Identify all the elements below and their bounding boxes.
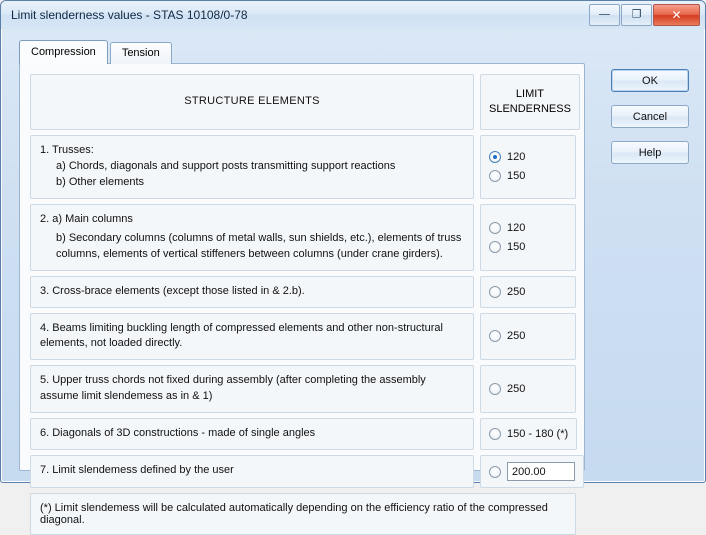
row-5-option-250[interactable] [489, 383, 567, 395]
row-4-option-250[interactable] [489, 330, 567, 342]
radio-icon[interactable] [489, 241, 501, 253]
radio-icon[interactable] [489, 383, 501, 395]
radio-icon[interactable] [489, 286, 501, 298]
row-6-description: 6. Diagonals of 3D constructions - made of single angles [30, 418, 474, 450]
tab-tension[interactable]: Tension [110, 42, 172, 64]
header-limit-line1: LIMIT [515, 88, 545, 101]
row-1-option-150-label: 150 [507, 170, 526, 183]
table-row [30, 365, 576, 413]
cancel-button[interactable]: Cancel [611, 105, 689, 128]
dialog-client-area [1, 29, 706, 527]
minimize-icon: — [599, 8, 610, 21]
header-limit-slenderness [480, 74, 580, 130]
row-1-line-3: b) Other elements [56, 175, 145, 188]
close-button[interactable] [653, 4, 700, 26]
user-limit-slenderness-input[interactable] [507, 462, 575, 481]
help-button[interactable]: Help [611, 141, 689, 164]
radio-icon[interactable] [489, 428, 501, 440]
table-row [30, 135, 576, 199]
table-row [30, 276, 576, 308]
tab-panel-compression [19, 63, 585, 527]
row-3-option-250-label: 250 [507, 285, 526, 298]
dialog-action-buttons [611, 69, 689, 177]
tab-compression[interactable]: Compression [19, 40, 108, 64]
table-row [30, 418, 576, 450]
row-6-option-150-180-label: 150 - 180 (*) [507, 428, 569, 441]
radio-icon[interactable] [489, 330, 501, 342]
radio-icon[interactable] [489, 151, 501, 163]
row-7-description: 7. Limit slendemess defined by the user [30, 455, 474, 488]
window-title: Limit slenderness values - STAS 10108/0-78 [11, 8, 248, 22]
row-1-option-120[interactable] [489, 151, 567, 163]
table-row [30, 455, 576, 488]
row-2-option-120-label: 120 [507, 221, 526, 234]
row-2-description [30, 204, 474, 271]
row-7-options [480, 455, 584, 488]
footnote-text: (*) Limit slendemess will be calculated automatically depending on the efficiency ratio of the compressed diagonal. [30, 493, 576, 535]
row-1-description [30, 135, 474, 199]
row-2-option-120[interactable] [489, 222, 567, 234]
row-1-options [480, 135, 576, 199]
row-1-option-120-label: 120 [507, 151, 526, 164]
row-1-line-1: 1. Trusses: [40, 143, 94, 156]
row-3-description: 3. Cross-brace elements (except those listed in & 2.b). [30, 276, 474, 308]
radio-icon[interactable] [489, 466, 501, 478]
row-4-description: 4. Beams limiting buckling length of compressed elements and other non-structural elements, not loaded directly. [30, 313, 474, 361]
row-3-options [480, 276, 576, 308]
title-bar [1, 1, 705, 29]
row-2-option-150-label: 150 [507, 240, 526, 253]
row-5-option-250-label: 250 [507, 383, 526, 396]
row-4-options [480, 313, 576, 361]
row-6-options [480, 418, 577, 450]
close-icon: ✕ [671, 8, 682, 22]
slenderness-table [30, 74, 576, 535]
row-3-option-250[interactable] [489, 286, 567, 298]
row-5-description: 5. Upper truss chords not fixed during assembly (after completing the assembly assume limit slendemess as in & 1) [30, 365, 474, 413]
row-4-option-250-label: 250 [507, 330, 526, 343]
ok-button[interactable]: OK [611, 69, 689, 92]
row-2-line-2: b) Secondary columns (columns of metal walls, sun shields, etc.), elements of truss columns, elements of vertical stiffeners between columns (under crane girders). [56, 231, 462, 260]
row-5-options [480, 365, 576, 413]
radio-icon[interactable] [489, 170, 501, 182]
minimize-button[interactable] [589, 4, 620, 26]
table-row [30, 204, 576, 271]
header-limit-line2: SLENDERNESS [489, 102, 571, 115]
radio-icon[interactable] [489, 222, 501, 234]
row-1-option-150[interactable] [489, 170, 567, 182]
row-2-line-1: 2. a) Main columns [40, 212, 133, 225]
header-structure-elements: STRUCTURE ELEMENTS [30, 74, 474, 130]
window-controls [589, 4, 700, 26]
table-row [30, 313, 576, 361]
maximize-icon: ❐ [631, 8, 642, 21]
row-2-option-150[interactable] [489, 241, 567, 253]
row-7-option-user-value[interactable] [489, 462, 575, 481]
row-2-options [480, 204, 576, 271]
table-header-row [30, 74, 576, 130]
maximize-button[interactable] [621, 4, 652, 26]
row-1-line-2: a) Chords, diagonals and support posts transmitting support reactions [56, 159, 396, 172]
tab-strip [19, 42, 174, 64]
row-6-option-150-180[interactable] [489, 428, 568, 440]
